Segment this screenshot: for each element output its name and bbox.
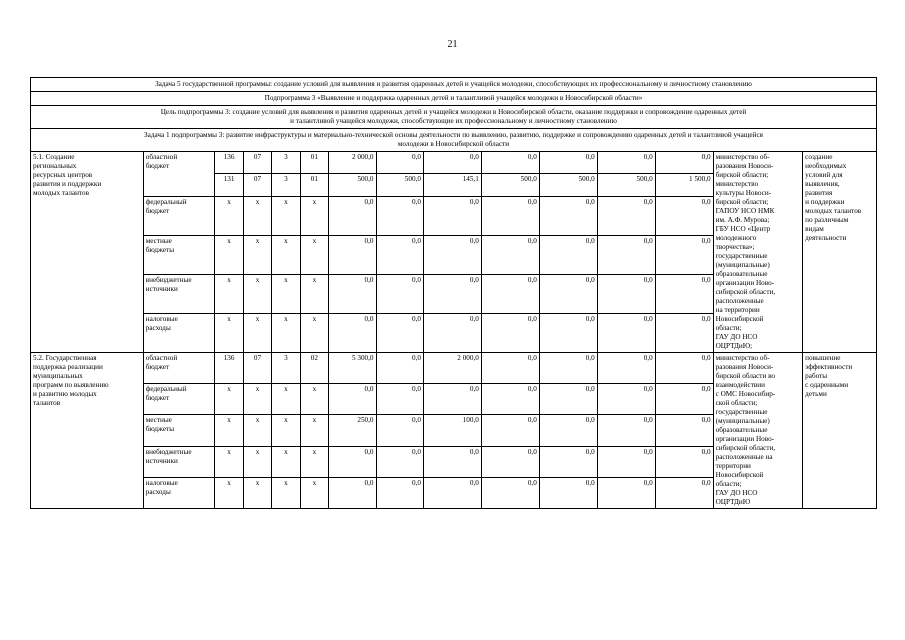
funding-source: внебюджетные источники [143, 446, 215, 477]
amount-cell: 0,0 [539, 415, 597, 446]
budget-code-cell: х [272, 415, 300, 446]
goal-header: Цель подпрограммы 3: создание условий для выявления и развития одаренных детей и учащейся молодежи в Новосибирской области, оказание поддержки и сопровождение одаренных детей и талантливой учащейся молодежи, способствующие их профессиональному и личностному становлению [31, 106, 877, 129]
amount-cell: 0,0 [481, 235, 539, 274]
amount-cell: 0,0 [376, 196, 423, 235]
funding-source: областной бюджет [143, 353, 215, 384]
amount-cell: 0,0 [481, 477, 539, 508]
funding-source: федеральный бюджет [143, 196, 215, 235]
amount-cell: 0,0 [597, 274, 655, 313]
amount-cell: 0,0 [481, 313, 539, 352]
amount-cell: 0,0 [539, 384, 597, 415]
budget-code-cell: х [215, 446, 243, 477]
budget-code-cell: х [243, 384, 271, 415]
budget-code-cell: х [300, 313, 328, 352]
expected-result-cell: создание необходимых условий для выявления, развития и поддержки молодых талантов по различным видам деятельности [803, 152, 877, 353]
amount-cell: 0,0 [597, 152, 655, 174]
program-table [30, 77, 877, 509]
amount-cell: 0,0 [329, 313, 376, 352]
budget-code-cell: х [300, 477, 328, 508]
budget-code-cell: х [215, 477, 243, 508]
budget-code-cell: х [215, 415, 243, 446]
amount-cell: 0,0 [655, 384, 713, 415]
budget-code-cell: х [272, 313, 300, 352]
task1-header: Задача 1 подпрограммы 3: развитие инфраструктуры и материально-технической основы деятельности по выявлению, развитию, поддержке и сопровождению одаренных детей и талантливой учащейся молодежи в Новосибирской области [31, 129, 877, 152]
amount-cell: 0,0 [481, 446, 539, 477]
amount-cell: 0,0 [423, 477, 481, 508]
budget-code-cell: х [243, 477, 271, 508]
amount-cell: 0,0 [597, 415, 655, 446]
amount-cell: 0,0 [539, 152, 597, 174]
task5-header-row [31, 78, 877, 92]
amount-cell: 1 500,0 [655, 174, 713, 196]
budget-code-cell: х [300, 415, 328, 446]
executors-cell: министерство об- разования Новоси- бирской области; министерство культуры Новоси- бирской области; ГАПОУ НСО НМК им. А.Ф. Мурова; ГБУ НСО «Центр молодежного творчества»; государственные (муниципальные) образовательные организации Ново- сибирской области, расположенные на территории Новосибирской области; ГАУ ДО НСО ОЦРТДиЮ; [713, 152, 803, 353]
subprogram-header: Подпрограмма 3 «Выявление и поддержка одаренных детей и талантливой учащейся молодежи в Новосибирской области» [31, 92, 877, 106]
amount-cell: 0,0 [481, 196, 539, 235]
funding-source: местные бюджеты [143, 235, 215, 274]
amount-cell: 0,0 [655, 415, 713, 446]
budget-code-cell: х [243, 235, 271, 274]
budget-code-cell: х [300, 196, 328, 235]
activity-name: 5.1. Создание региональных ресурсных центров развития и поддержки молодых талантов [31, 152, 144, 353]
budget-code-cell: 136 [215, 152, 243, 174]
budget-code-cell: 01 [300, 152, 328, 174]
amount-cell: 0,0 [376, 152, 423, 174]
amount-cell: 2 000,0 [329, 152, 376, 174]
amount-cell: 0,0 [481, 384, 539, 415]
amount-cell: 0,0 [329, 384, 376, 415]
budget-code-cell: х [215, 196, 243, 235]
budget-code-cell: х [243, 313, 271, 352]
amount-cell: 250,0 [329, 415, 376, 446]
amount-cell: 0,0 [376, 274, 423, 313]
amount-cell: 0,0 [539, 477, 597, 508]
budget-code-cell: х [272, 384, 300, 415]
amount-cell: 0,0 [376, 384, 423, 415]
budget-code-cell: 01 [300, 174, 328, 196]
budget-code-cell: х [243, 415, 271, 446]
amount-cell: 0,0 [423, 274, 481, 313]
amount-cell: 0,0 [539, 274, 597, 313]
amount-cell: 0,0 [329, 196, 376, 235]
amount-cell: 500,0 [539, 174, 597, 196]
budget-code-cell: х [300, 384, 328, 415]
executors-cell: министерство об- разования Новоси- бирской области во взаимодействии с ОМС Новосибир- ской области; государственные (муниципальные) образовательные организации Ново- сибирской области, расположенные на территории Новосибирской области; ГАУ ДО НСО ОЦРТДиЮ [713, 353, 803, 509]
budget-code-cell: 07 [243, 353, 271, 384]
amount-cell: 2 000,0 [423, 353, 481, 384]
budget-code-cell: х [215, 274, 243, 313]
amount-cell: 500,0 [481, 174, 539, 196]
amount-cell: 0,0 [481, 152, 539, 174]
amount-cell: 0,0 [597, 196, 655, 235]
budget-code-cell: 07 [243, 152, 271, 174]
funding-source: внебюджетные источники [143, 274, 215, 313]
amount-cell: 0,0 [329, 235, 376, 274]
budget-code-cell: х [272, 446, 300, 477]
budget-code-cell: х [300, 446, 328, 477]
amount-cell: 0,0 [376, 235, 423, 274]
amount-cell: 0,0 [539, 196, 597, 235]
budget-code-cell: 3 [272, 152, 300, 174]
amount-cell: 0,0 [423, 196, 481, 235]
amount-cell: 0,0 [597, 384, 655, 415]
budget-code-cell: х [215, 235, 243, 274]
budget-code-cell: 07 [243, 174, 271, 196]
amount-cell: 0,0 [655, 446, 713, 477]
amount-cell: 0,0 [539, 235, 597, 274]
amount-cell: 0,0 [655, 313, 713, 352]
amount-cell: 500,0 [329, 174, 376, 196]
funding-source: налоговые расходы [143, 477, 215, 508]
amount-cell: 0,0 [329, 477, 376, 508]
amount-cell: 0,0 [655, 196, 713, 235]
amount-cell: 0,0 [655, 235, 713, 274]
expected-result-cell: повышение эффективности работы с одаренными детьми [803, 353, 877, 509]
amount-cell: 0,0 [423, 235, 481, 274]
amount-cell: 0,0 [597, 313, 655, 352]
budget-code-cell: х [215, 313, 243, 352]
budget-code-cell: х [300, 235, 328, 274]
budget-code-cell: 131 [215, 174, 243, 196]
task1-header-row [31, 129, 877, 152]
task5-header: Задача 5 государственной программы: создание условий для выявления и развития одаренных детей и учащейся молодежи, способствующих их профессиональному и личностному становлению [31, 78, 877, 92]
amount-cell: 0,0 [655, 353, 713, 384]
amount-cell: 0,0 [423, 446, 481, 477]
budget-code-cell: 3 [272, 353, 300, 384]
amount-cell: 100,0 [423, 415, 481, 446]
amount-cell: 500,0 [597, 174, 655, 196]
amount-cell: 0,0 [597, 446, 655, 477]
budget-code-cell: х [272, 274, 300, 313]
budget-code-cell: х [243, 446, 271, 477]
subprogram-header-row [31, 92, 877, 106]
budget-code-cell: 02 [300, 353, 328, 384]
funding-source: федеральный бюджет [143, 384, 215, 415]
amount-cell: 0,0 [539, 353, 597, 384]
amount-cell: 0,0 [597, 477, 655, 508]
amount-cell: 0,0 [376, 446, 423, 477]
amount-cell: 0,0 [423, 313, 481, 352]
budget-code-cell: 3 [272, 174, 300, 196]
page-number: 21 [447, 39, 458, 50]
budget-code-cell: х [272, 196, 300, 235]
budget-code-cell: х [300, 274, 328, 313]
budget-code-cell: х [243, 274, 271, 313]
budget-code-cell: х [215, 384, 243, 415]
amount-cell: 0,0 [655, 477, 713, 508]
amount-cell: 0,0 [481, 353, 539, 384]
amount-cell: 0,0 [376, 353, 423, 384]
amount-cell: 0,0 [655, 274, 713, 313]
amount-cell: 0,0 [481, 274, 539, 313]
budget-code-cell: х [243, 196, 271, 235]
table-row [31, 353, 877, 384]
amount-cell: 145,1 [423, 174, 481, 196]
goal-header-row [31, 106, 877, 129]
budget-code-cell: х [272, 235, 300, 274]
budget-code-cell: х [272, 477, 300, 508]
amount-cell: 0,0 [423, 152, 481, 174]
amount-cell: 0,0 [481, 415, 539, 446]
amount-cell: 0,0 [597, 353, 655, 384]
budget-code-cell: 136 [215, 353, 243, 384]
table-row [31, 152, 877, 174]
amount-cell: 0,0 [597, 235, 655, 274]
amount-cell: 0,0 [539, 313, 597, 352]
amount-cell: 0,0 [376, 477, 423, 508]
amount-cell: 0,0 [655, 152, 713, 174]
funding-source: местные бюджеты [143, 415, 215, 446]
activity-name: 5.2. Государственная поддержка реализации муниципальных программ по выявлению и развитию молодых талантов [31, 353, 144, 509]
amount-cell: 0,0 [329, 274, 376, 313]
amount-cell: 0,0 [376, 313, 423, 352]
amount-cell: 0,0 [423, 384, 481, 415]
funding-source: областной бюджет [143, 152, 215, 197]
amount-cell: 0,0 [376, 415, 423, 446]
amount-cell: 500,0 [376, 174, 423, 196]
funding-source: налоговые расходы [143, 313, 215, 352]
amount-cell: 0,0 [539, 446, 597, 477]
amount-cell: 0,0 [329, 446, 376, 477]
amount-cell: 5 300,0 [329, 353, 376, 384]
